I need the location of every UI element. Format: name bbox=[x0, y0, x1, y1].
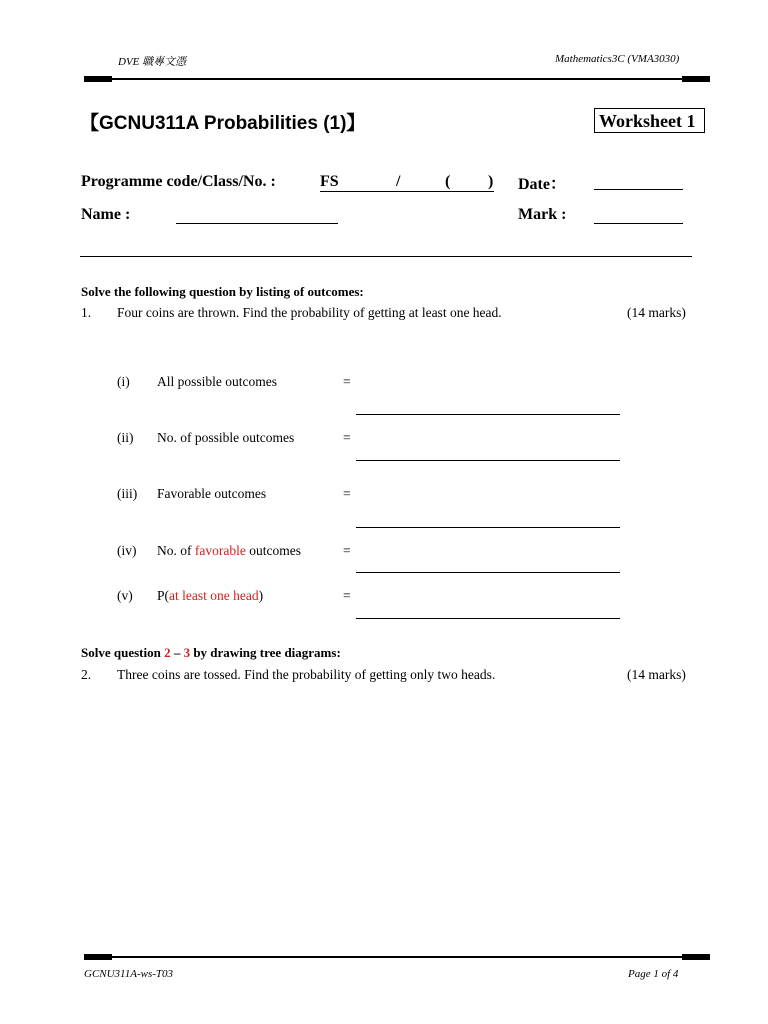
question1-marks: (14 marks) bbox=[627, 305, 686, 320]
programme-prefix: FS bbox=[320, 173, 339, 190]
item-v-equals: = bbox=[343, 588, 351, 603]
footer-left-text: GCNU311A-ws-T03 bbox=[84, 968, 174, 980]
header-left-text: DVE 職專文憑 bbox=[118, 56, 187, 68]
item-iii-label: Favorable outcomes bbox=[157, 486, 267, 501]
name-label: Name : bbox=[81, 206, 131, 223]
section2-instr-pre: Solve question bbox=[81, 645, 165, 660]
section-divider bbox=[80, 256, 692, 257]
item-iv-label bbox=[157, 543, 301, 559]
section2-instr-dash: – bbox=[170, 645, 184, 660]
item-i-label: All possible outcomes bbox=[157, 374, 277, 389]
item-v-label-post: ) bbox=[258, 588, 264, 603]
question1-text: Four coins are thrown. Find the probability of getting at least one head. bbox=[117, 305, 502, 320]
item-i-number: (i) bbox=[117, 374, 130, 389]
item-v-label-highlight: at least one head bbox=[169, 588, 259, 603]
item-iv-equals: = bbox=[343, 543, 351, 558]
item-ii-answer-line[interactable] bbox=[356, 460, 620, 461]
mark-label: Mark : bbox=[518, 206, 567, 223]
header-rule bbox=[84, 78, 710, 80]
item-iv-label-pre: No. of bbox=[157, 543, 195, 558]
question1-number: 1. bbox=[81, 305, 92, 320]
header-right-text: Mathematics3C (VMA3030) bbox=[555, 53, 680, 65]
number-paren-close: ) bbox=[488, 173, 494, 190]
item-iv-answer-line[interactable] bbox=[356, 572, 620, 573]
section2-instr-start: 2 bbox=[164, 645, 171, 660]
number-paren-open: ( bbox=[445, 173, 451, 190]
date-label: Date： bbox=[518, 176, 566, 193]
worksheet-number-box: Worksheet 1 bbox=[594, 108, 705, 133]
mark-blank[interactable] bbox=[594, 223, 683, 224]
page-number: Page 1 of 4 bbox=[628, 968, 679, 980]
item-ii-label: No. of possible outcomes bbox=[157, 430, 295, 445]
section2-instr-end: 3 bbox=[183, 645, 191, 660]
footer-rule bbox=[84, 956, 710, 958]
item-ii-number: (ii) bbox=[117, 430, 134, 445]
question2-marks: (14 marks) bbox=[627, 667, 686, 682]
item-iv-label-highlight: favorable bbox=[194, 543, 246, 558]
section2-instruction bbox=[81, 645, 341, 661]
item-iv-label-post: outcomes bbox=[245, 543, 301, 558]
question2-text: Three coins are tossed. Find the probability of getting only two heads. bbox=[117, 667, 496, 682]
section2-instr-post: by drawing tree diagrams: bbox=[190, 645, 341, 660]
programme-code-blank[interactable] bbox=[320, 191, 494, 192]
item-i-equals: = bbox=[343, 374, 351, 389]
item-v-number: (v) bbox=[117, 588, 133, 603]
section1-instruction: Solve the following question by listing of outcomes: bbox=[81, 284, 364, 299]
name-blank[interactable] bbox=[176, 223, 338, 224]
item-v-label bbox=[157, 588, 263, 604]
item-iii-number: (iii) bbox=[117, 486, 138, 501]
worksheet-title: 【GCNU311A Probabilities (1)】 bbox=[80, 113, 366, 134]
item-i-answer-line[interactable] bbox=[356, 414, 620, 415]
programme-code-label: Programme code/Class/No. : bbox=[81, 173, 276, 190]
item-iv-number: (iv) bbox=[117, 543, 137, 558]
item-v-label-pre: P( bbox=[157, 588, 170, 603]
class-slash: / bbox=[396, 173, 401, 190]
item-iii-answer-line[interactable] bbox=[356, 527, 620, 528]
item-iii-equals: = bbox=[343, 486, 351, 501]
question2-number: 2. bbox=[81, 667, 92, 682]
date-blank[interactable] bbox=[594, 189, 683, 190]
item-ii-equals: = bbox=[343, 430, 351, 445]
item-v-answer-line[interactable] bbox=[356, 618, 620, 619]
